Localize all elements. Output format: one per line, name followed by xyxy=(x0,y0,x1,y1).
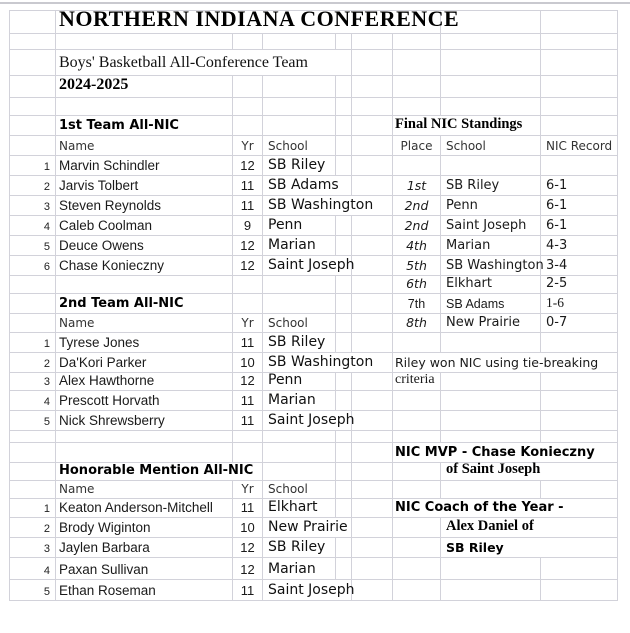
grid-cell xyxy=(441,333,541,353)
grid-cell xyxy=(352,558,393,580)
column-header-yr: Yr xyxy=(233,136,263,156)
player-school: Marian xyxy=(263,558,336,580)
grid-cell xyxy=(441,156,541,176)
player-school: Saint Joseph xyxy=(263,411,352,431)
grid-cell xyxy=(393,76,441,98)
player-name: Deuce Owens xyxy=(56,236,233,256)
standing-record: 1-6 xyxy=(541,294,618,314)
grid-cell xyxy=(541,333,618,353)
column-header-place: Place xyxy=(393,136,441,156)
player-year: 12 xyxy=(233,236,263,256)
standing-place: 6th xyxy=(393,276,441,294)
player-year: 11 xyxy=(233,196,263,216)
grid-cell xyxy=(336,98,352,116)
grid-cell xyxy=(393,481,441,499)
grid-cell xyxy=(336,373,352,391)
player-rank: 3 xyxy=(10,196,56,216)
grid-cell xyxy=(233,431,263,443)
grid-cell xyxy=(233,443,263,463)
grid-cell xyxy=(336,294,352,314)
standing-record: 3-4 xyxy=(541,256,618,276)
player-school: Saint Joseph xyxy=(263,256,352,276)
player-year: 10 xyxy=(233,518,263,538)
spreadsheet-grid xyxy=(9,6,618,601)
player-name: Keaton Anderson-Mitchell xyxy=(56,499,233,518)
grid-cell xyxy=(352,373,393,391)
grid-cell xyxy=(336,76,352,98)
grid-cell xyxy=(441,580,541,601)
grid-cell xyxy=(336,538,352,558)
player-school: Marian xyxy=(263,391,336,411)
grid-cell xyxy=(56,443,233,463)
grid-cell xyxy=(393,156,441,176)
grid-cell xyxy=(441,373,541,391)
player-name: Chase Konieczny xyxy=(56,256,233,276)
grid-cell xyxy=(393,463,441,481)
standing-school: Marian xyxy=(441,236,541,256)
grid-cell xyxy=(336,34,352,50)
grid-cell xyxy=(441,76,541,98)
grid-cell xyxy=(393,391,441,411)
grid-cell xyxy=(263,116,336,136)
grid-cell xyxy=(263,294,336,314)
grid-cell xyxy=(336,216,352,236)
standing-school: Penn xyxy=(441,196,541,216)
grid-cell xyxy=(56,276,233,294)
player-name: Jarvis Tolbert xyxy=(56,176,233,196)
grid-cell xyxy=(541,98,618,116)
column-header-school: School xyxy=(263,136,336,156)
grid-cell xyxy=(263,443,336,463)
grid-cell xyxy=(263,431,336,443)
player-school: Marian xyxy=(263,236,336,256)
grid-cell xyxy=(352,256,393,276)
player-school: SB Riley xyxy=(263,156,336,176)
grid-cell xyxy=(263,98,336,116)
season-label: 2024-2025 xyxy=(56,76,233,98)
grid-cell xyxy=(263,276,336,294)
grid-cell xyxy=(541,373,618,391)
grid-cell xyxy=(352,538,393,558)
player-name: Alex Hawthorne xyxy=(56,373,233,391)
player-school: SB Washington xyxy=(263,353,393,373)
team-section-header: 2nd Team All-NIC xyxy=(56,294,233,314)
grid-cell xyxy=(352,136,393,156)
standing-record: 4-3 xyxy=(541,236,618,256)
grid-cell xyxy=(541,391,618,411)
grid-cell xyxy=(263,463,336,481)
grid-cell xyxy=(336,443,352,463)
player-year: 11 xyxy=(233,499,263,518)
standing-record: 2-5 xyxy=(541,276,618,294)
grid-cell xyxy=(10,98,56,116)
grid-cell xyxy=(233,116,263,136)
grid-cell xyxy=(352,116,393,136)
player-year: 9 xyxy=(233,216,263,236)
grid-cell xyxy=(352,463,393,481)
player-name: Marvin Schindler xyxy=(56,156,233,176)
grid-cell xyxy=(441,481,541,499)
standing-place: 7th xyxy=(393,294,441,314)
grid-cell xyxy=(10,481,56,499)
grid-cell xyxy=(352,216,393,236)
player-name: Caleb Coolman xyxy=(56,216,233,236)
sheet-top-border xyxy=(0,2,630,4)
grid-cell xyxy=(441,50,541,76)
grid-cell xyxy=(541,431,618,443)
grid-cell xyxy=(10,11,56,34)
grid-cell xyxy=(441,98,541,116)
player-year: 11 xyxy=(233,411,263,431)
player-rank: 2 xyxy=(10,353,56,373)
grid-cell xyxy=(336,499,352,518)
grid-cell xyxy=(393,98,441,116)
player-year: 11 xyxy=(233,333,263,353)
player-rank: 4 xyxy=(10,216,56,236)
player-rank: 5 xyxy=(10,236,56,256)
standing-school: SB Adams xyxy=(441,294,541,314)
player-name: Steven Reynolds xyxy=(56,196,233,216)
column-header-yr: Yr xyxy=(233,481,263,499)
grid-cell xyxy=(10,50,56,76)
grid-cell xyxy=(10,76,56,98)
grid-cell xyxy=(56,431,233,443)
standing-school: SB Riley xyxy=(441,176,541,196)
standing-record: 6-1 xyxy=(541,216,618,236)
grid-cell xyxy=(352,294,393,314)
column-header-name: Name xyxy=(56,136,233,156)
player-rank: 4 xyxy=(10,391,56,411)
grid-cell xyxy=(352,156,393,176)
grid-cell xyxy=(393,558,441,580)
player-rank: 1 xyxy=(10,333,56,353)
grid-cell xyxy=(352,518,393,538)
column-header-school: School xyxy=(441,136,541,156)
standing-place: 2nd xyxy=(393,196,441,216)
player-year: 12 xyxy=(233,538,263,558)
player-name: Tyrese Jones xyxy=(56,333,233,353)
grid-cell xyxy=(263,76,336,98)
grid-cell xyxy=(233,294,263,314)
grid-cell xyxy=(10,34,56,50)
player-name: Da'Kori Parker xyxy=(56,353,233,373)
grid-cell xyxy=(352,391,393,411)
grid-cell xyxy=(10,443,56,463)
standing-school: Saint Joseph xyxy=(441,216,541,236)
grid-cell xyxy=(541,411,618,431)
team-section-header: Honorable Mention All-NIC xyxy=(56,463,263,481)
grid-cell xyxy=(336,431,352,443)
grid-cell xyxy=(352,333,393,353)
grid-cell xyxy=(336,136,352,156)
grid-cell xyxy=(541,50,618,76)
player-name: Nick Shrewsberry xyxy=(56,411,233,431)
grid-cell xyxy=(541,11,618,34)
player-rank: 5 xyxy=(10,411,56,431)
player-school: SB Washington xyxy=(263,196,393,216)
coach-line2: Alex Daniel of xyxy=(441,518,618,538)
grid-cell xyxy=(10,116,56,136)
grid-cell xyxy=(393,431,441,443)
grid-cell xyxy=(441,431,541,443)
grid-cell xyxy=(56,98,233,116)
grid-cell xyxy=(352,314,393,333)
grid-cell xyxy=(233,76,263,98)
grid-cell xyxy=(10,136,56,156)
player-rank: 5 xyxy=(10,580,56,601)
standing-place: 1st xyxy=(393,176,441,196)
grid-cell xyxy=(441,558,541,580)
column-header-school: School xyxy=(263,481,336,499)
grid-cell xyxy=(233,98,263,116)
player-name: Paxan Sullivan xyxy=(56,558,233,580)
grid-cell xyxy=(56,34,233,50)
standing-place: 2nd xyxy=(393,216,441,236)
player-year: 12 xyxy=(233,256,263,276)
grid-cell xyxy=(441,391,541,411)
player-rank: 2 xyxy=(10,518,56,538)
player-school: SB Adams xyxy=(263,176,352,196)
player-school: Penn xyxy=(263,373,336,391)
grid-cell xyxy=(352,276,393,294)
grid-cell xyxy=(10,294,56,314)
grid-cell xyxy=(541,558,618,580)
column-header-school: School xyxy=(263,314,336,333)
column-header-yr: Yr xyxy=(233,314,263,333)
grid-cell xyxy=(541,76,618,98)
grid-cell xyxy=(393,580,441,601)
grid-cell xyxy=(352,443,393,463)
grid-cell xyxy=(233,34,263,50)
grid-cell xyxy=(336,314,352,333)
player-name: Prescott Horvath xyxy=(56,391,233,411)
standing-place: 4th xyxy=(393,236,441,256)
grid-cell xyxy=(352,580,393,601)
grid-cell xyxy=(352,481,393,499)
player-school: SB Riley xyxy=(263,538,336,558)
standing-school: SB Washington xyxy=(441,256,541,276)
grid-cell xyxy=(352,431,393,443)
tiebreak-note-line2: criteria xyxy=(393,373,441,391)
grid-cell xyxy=(336,236,352,256)
grid-cell xyxy=(393,538,441,558)
grid-cell xyxy=(10,431,56,443)
coach-line1: NIC Coach of the Year - xyxy=(393,499,618,518)
standing-record: 6-1 xyxy=(541,196,618,216)
grid-cell xyxy=(336,333,352,353)
player-rank: 2 xyxy=(10,176,56,196)
column-header-name: Name xyxy=(56,314,233,333)
column-header-record: NIC Record xyxy=(541,136,618,156)
page-title: NORTHERN INDIANA CONFERENCE xyxy=(56,11,441,34)
player-rank: 6 xyxy=(10,256,56,276)
player-year: 11 xyxy=(233,176,263,196)
standing-record: 0-7 xyxy=(541,314,618,333)
grid-cell xyxy=(352,50,393,76)
grid-cell xyxy=(263,34,336,50)
standing-record: 6-1 xyxy=(541,176,618,196)
player-name: Jaylen Barbara xyxy=(56,538,233,558)
mvp-line1: NIC MVP - Chase Konieczny xyxy=(393,443,618,463)
grid-cell xyxy=(336,481,352,499)
player-year: 11 xyxy=(233,391,263,411)
player-name: Ethan Roseman xyxy=(56,580,233,601)
player-school: New Prairie xyxy=(263,518,352,538)
grid-cell xyxy=(441,34,541,50)
grid-cell xyxy=(393,518,441,538)
coach-line3: SB Riley xyxy=(441,538,618,558)
grid-cell xyxy=(541,580,618,601)
standing-school: New Prairie xyxy=(441,314,541,333)
column-header-name: Name xyxy=(56,481,233,499)
standing-school: Elkhart xyxy=(441,276,541,294)
grid-cell xyxy=(352,411,393,431)
grid-cell xyxy=(10,463,56,481)
team-section-header: 1st Team All-NIC xyxy=(56,116,233,136)
grid-cell xyxy=(336,463,352,481)
page-subtitle: Boys' Basketball All-Conference Team xyxy=(56,50,352,76)
standing-place: 5th xyxy=(393,256,441,276)
player-year: 12 xyxy=(233,558,263,580)
grid-cell xyxy=(352,176,393,196)
player-rank: 4 xyxy=(10,558,56,580)
player-school: Saint Joseph xyxy=(263,580,352,601)
grid-cell xyxy=(336,156,352,176)
standing-place: 8th xyxy=(393,314,441,333)
grid-cell xyxy=(541,116,618,136)
grid-cell xyxy=(336,116,352,136)
grid-cell xyxy=(393,333,441,353)
grid-cell xyxy=(352,98,393,116)
grid-cell xyxy=(233,276,263,294)
player-rank: 3 xyxy=(10,538,56,558)
mvp-line2: of Saint Joseph xyxy=(441,463,618,481)
grid-cell xyxy=(441,411,541,431)
player-rank: 3 xyxy=(10,373,56,391)
grid-cell xyxy=(336,558,352,580)
grid-cell xyxy=(352,76,393,98)
player-school: Elkhart xyxy=(263,499,336,518)
player-rank: 1 xyxy=(10,499,56,518)
grid-cell xyxy=(541,34,618,50)
player-year: 10 xyxy=(233,353,263,373)
grid-cell xyxy=(393,50,441,76)
grid-cell xyxy=(10,276,56,294)
player-year: 11 xyxy=(233,580,263,601)
grid-cell xyxy=(10,314,56,333)
grid-cell xyxy=(352,499,393,518)
player-rank: 1 xyxy=(10,156,56,176)
player-name: Brody Wiginton xyxy=(56,518,233,538)
grid-cell xyxy=(352,236,393,256)
player-school: Penn xyxy=(263,216,336,236)
player-year: 12 xyxy=(233,373,263,391)
grid-cell xyxy=(336,276,352,294)
grid-cell xyxy=(336,391,352,411)
player-year: 12 xyxy=(233,156,263,176)
grid-cell xyxy=(352,34,393,50)
grid-cell xyxy=(393,411,441,431)
player-school: SB Riley xyxy=(263,333,336,353)
grid-cell xyxy=(541,156,618,176)
grid-cell xyxy=(393,34,441,50)
grid-cell xyxy=(541,481,618,499)
tiebreak-note-line1: Riley won NIC using tie-breaking xyxy=(393,353,618,373)
standings-header: Final NIC Standings xyxy=(393,116,541,136)
